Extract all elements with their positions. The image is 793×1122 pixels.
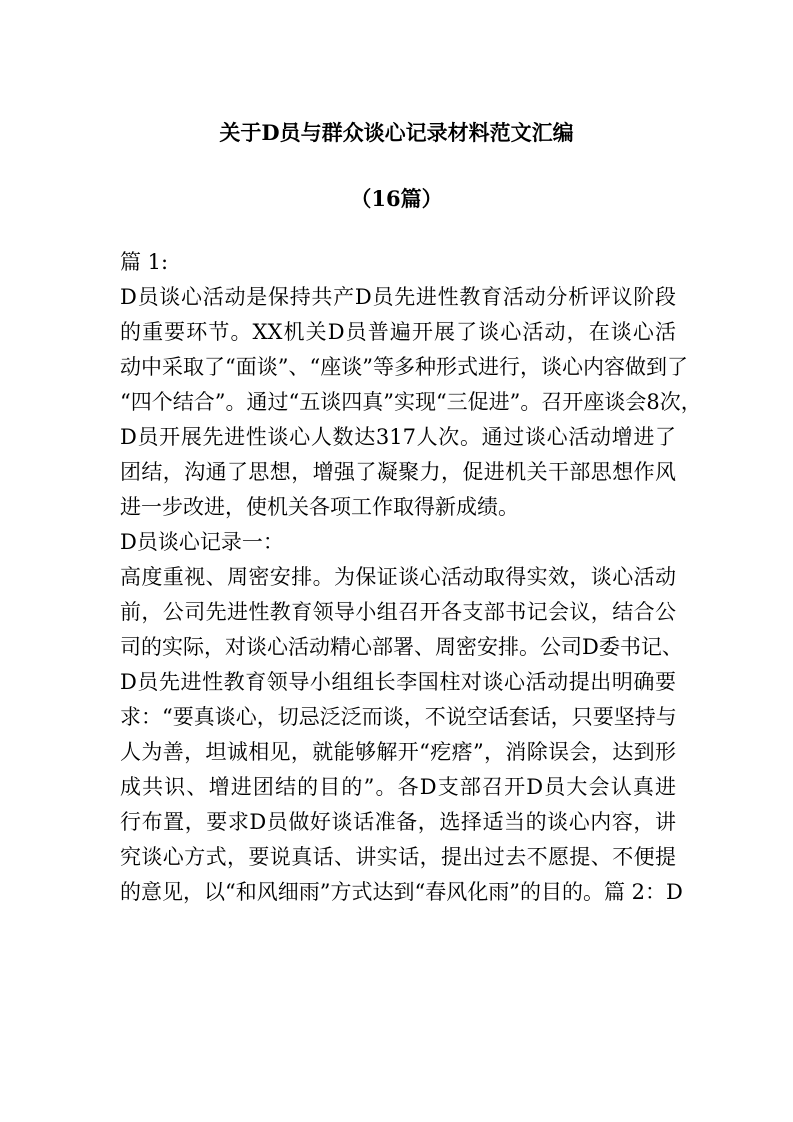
paragraph-line: 高度重视、周密安排。为保证谈心活动取得实效，谈心活动 <box>120 565 676 589</box>
paragraph-line: 前，公司先进性教育领导小组召开各支部书记会议，结合公 <box>120 600 676 624</box>
paragraph-line: 司的实际，对谈心活动精心部署、周密安排。公司D委书记、 <box>120 635 683 659</box>
paragraph-line: 行布置，要求D员做好谈话准备，选择适当的谈心内容，讲 <box>120 810 676 834</box>
paragraph-line: D员谈心活动是保持共产D员先进性教育活动分析评议阶段 <box>120 285 676 309</box>
document-subtitle: （16篇） <box>350 186 443 211</box>
paragraph-line: D员谈心记录一： <box>120 530 284 554</box>
paragraph-line: 的重要环节。XX机关D员普遍开展了谈心活动，在谈心活 <box>120 320 676 344</box>
paragraph-line: 团结，沟通了思想，增强了凝聚力，促进机关干部思想作风 <box>120 460 676 484</box>
paragraph-line: 人为善，坦诚相见，就能够解开“疙瘩”，消除误会，达到形 <box>120 740 676 764</box>
paragraph-line: D员先进性教育领导小组组长李国柱对谈心活动提出明确要 <box>120 670 676 694</box>
document-title: 关于D员与群众谈心记录材料范文汇编 <box>219 120 574 145</box>
paragraph-line: 成共识、增进团结的目的”。各D支部召开D员大会认真进 <box>120 775 676 799</box>
paragraph-line: D员开展先进性谈心人数达317人次。通过谈心活动增进了 <box>120 425 676 449</box>
paragraph-line: 进一步改进，使机关各项工作取得新成绩。 <box>120 495 519 519</box>
paragraph-line: “四个结合”。通过“五谈四真”实现“三促进”。召开座谈会8次， <box>120 390 702 414</box>
paragraph-line: 动中采取了“面谈”、“座谈”等多种形式进行，谈心内容做到了 <box>120 355 688 379</box>
paragraph-line: 的意见，以“和风细雨”方式达到“春风化雨”的目的。篇 2：D <box>120 880 683 904</box>
document-body <box>120 245 702 910</box>
paragraph-line: 篇 1: <box>120 250 169 274</box>
paragraph-line: 求：“要真谈心，切忌泛泛而谈，不说空话套话，只要坚持与 <box>120 705 677 729</box>
paragraph-line: 究谈心方式，要说真话、讲实话，提出过去不愿提、不便提 <box>120 845 676 869</box>
